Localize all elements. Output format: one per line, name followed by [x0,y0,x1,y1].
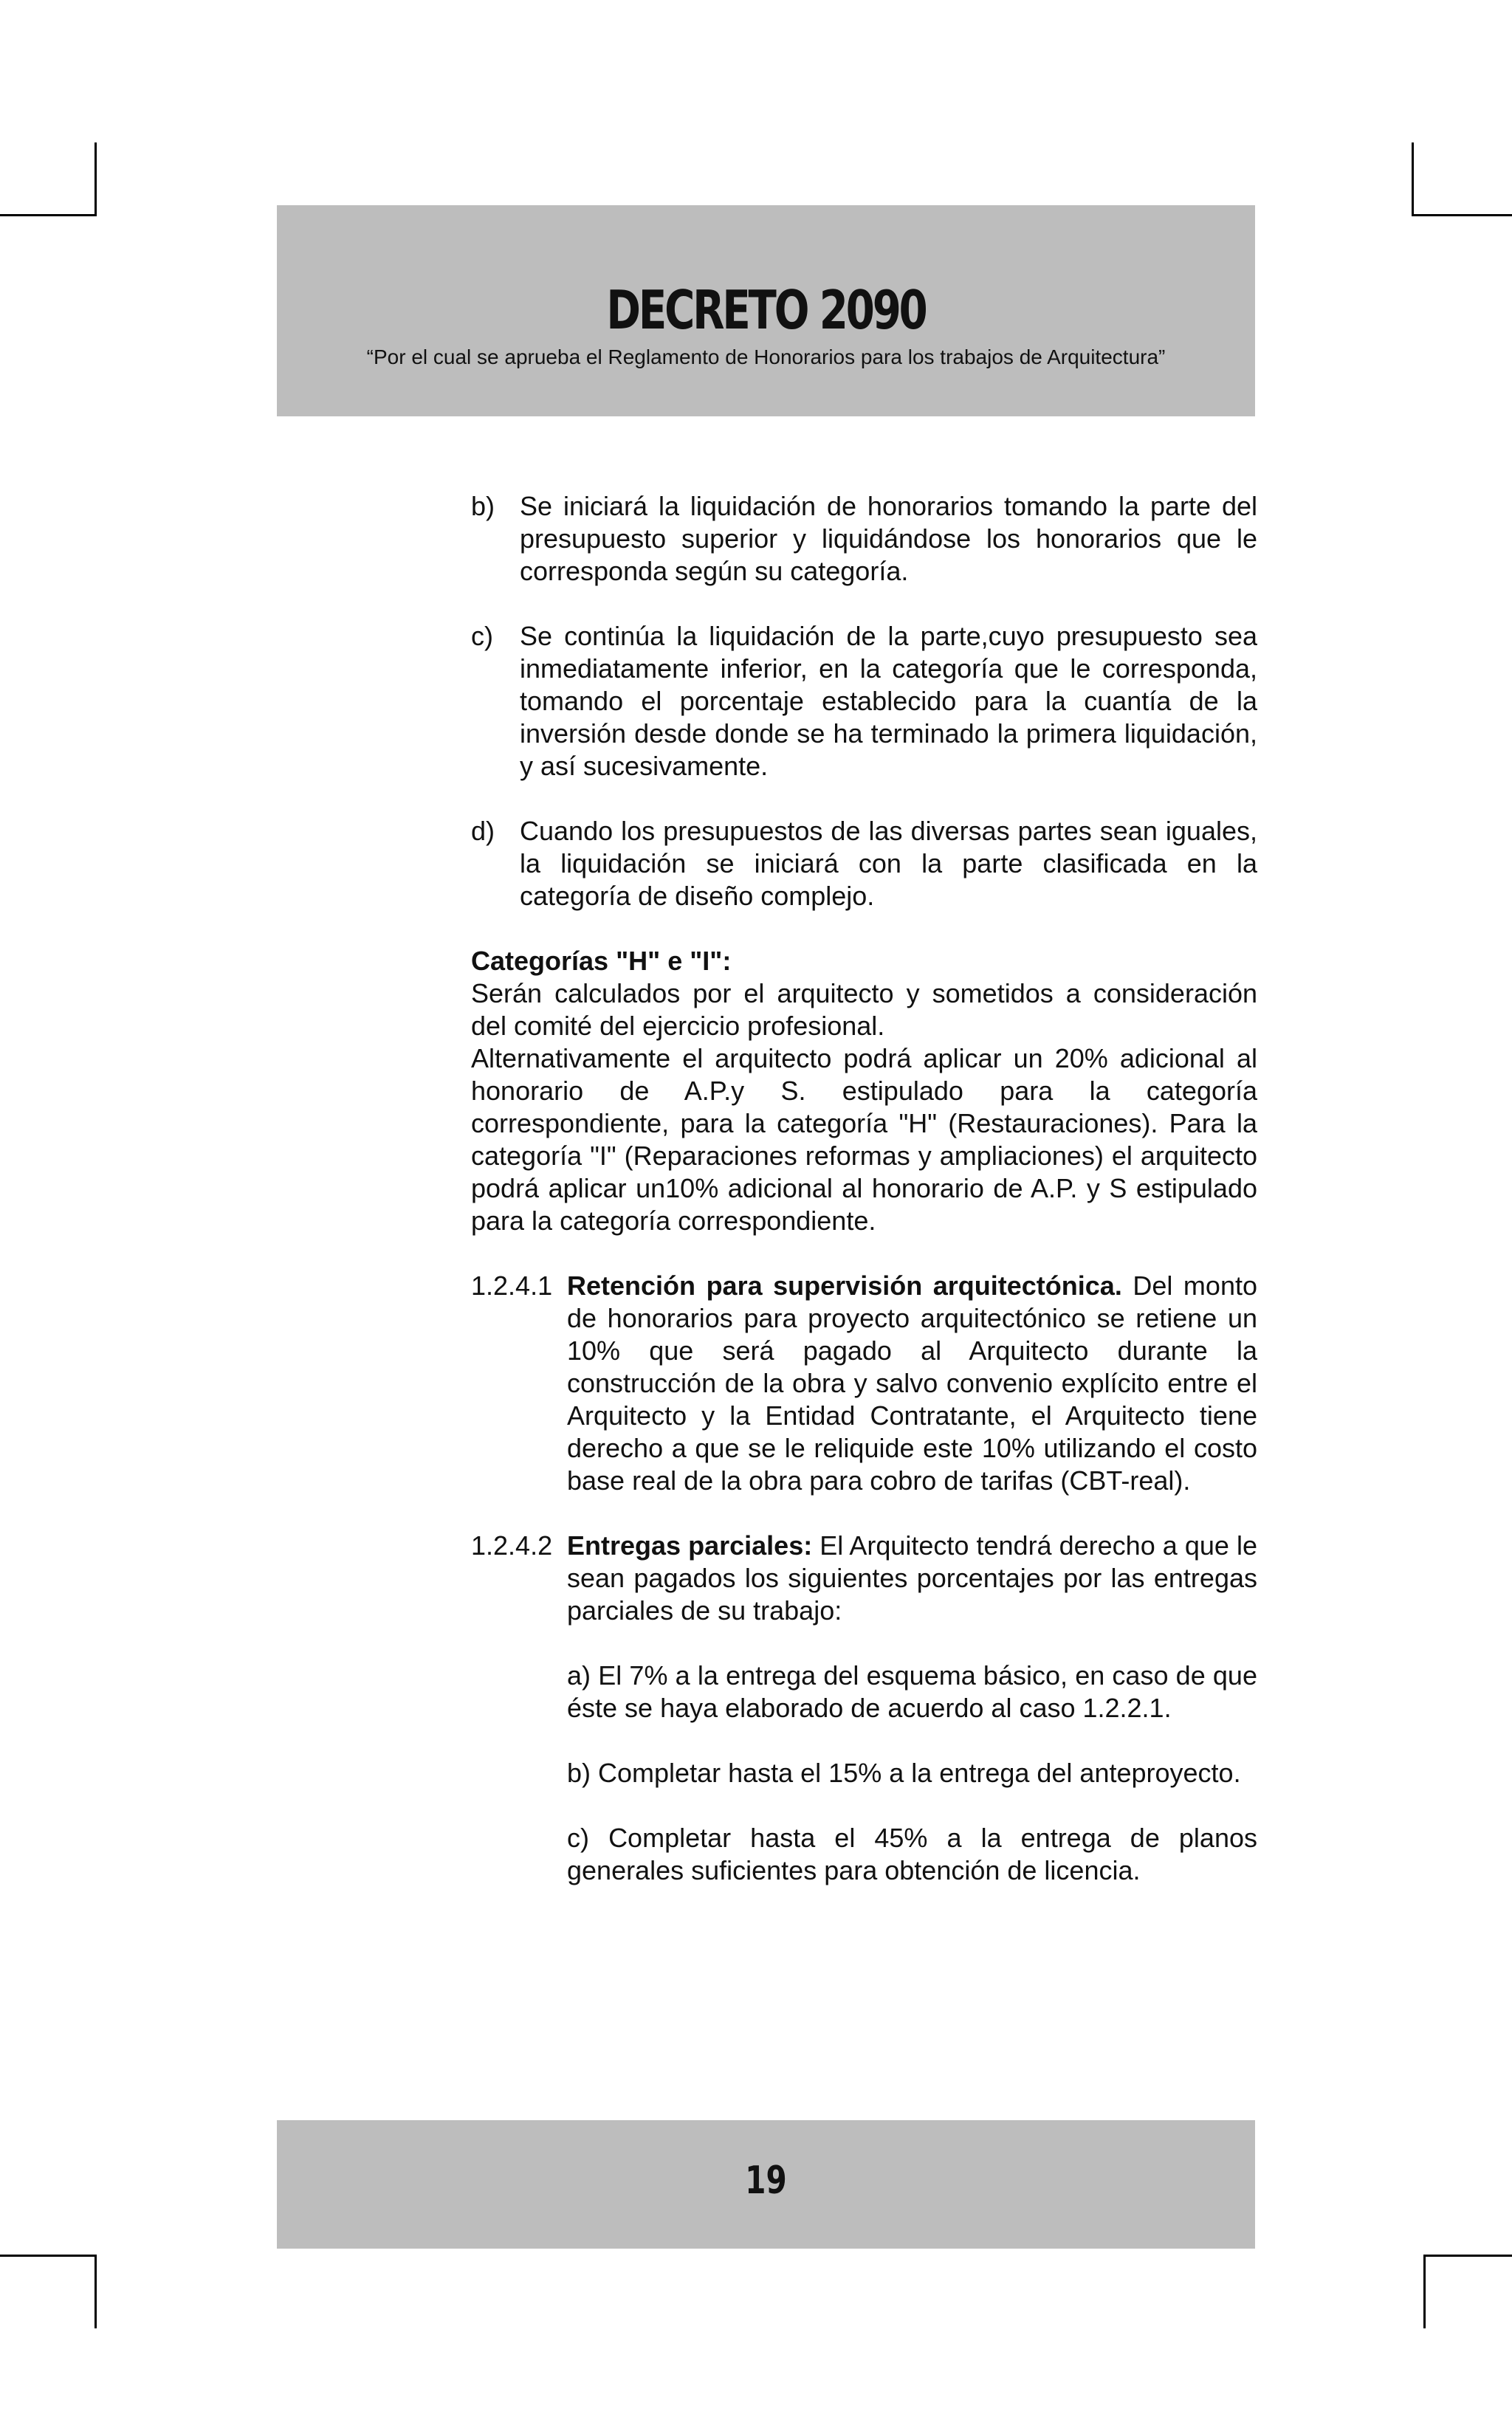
partial-delivery-item [567,1822,1257,1887]
list-marker: a) [567,1660,591,1691]
list-item-text: Se iniciará la liquidación de honorarios tomando la parte del presupuesto superior y liquidándose los honorarios que le corresponda según su categoría. [520,491,1257,586]
list-item [471,815,1257,912]
crop-mark-bottom-left-v [94,2255,97,2328]
categories-hi-paragraph-alt: Alternativamente el arquitecto podrá aplicar un 20% adicional al honorario de A.P.y S. estipulado para la categoría correspondiente, para la categoría "H" (Restauraciones). Para la categoría "I" (Reparaciones reformas y ampliaciones) el arquitecto podrá aplicar un10% adicional al honorario de A.P. y S estipulado para la categoría correspondiente. [471,1043,1257,1236]
document-subtitle: “Por el cual se aprueba el Reglamento de Honorarios para los trabajos de Arquitectura” [366,345,1166,368]
partial-delivery-text: Completar hasta el 15% a la entrega del anteproyecto. [598,1758,1241,1788]
list-marker: c) [567,1823,589,1853]
page-content [471,490,1257,1919]
section-heading: Entregas parciales: [567,1530,813,1561]
partial-delivery-item [567,1757,1257,1789]
list-item [471,620,1257,783]
crop-mark-top-right-h [1412,214,1512,216]
header-band [277,205,1255,416]
document-title: DECRETO 2090 [606,279,926,341]
section-number: 1.2.4.1 [471,1270,553,1301]
categories-hi-block [471,945,1257,1237]
section-1-2-4-1 [471,1270,1257,1497]
section-1-2-4-2 [471,1530,1257,1887]
partial-delivery-text: Completar hasta el 45% a la entrega de planos generales suficientes para obtención de licencia. [567,1823,1257,1885]
crop-mark-bottom-right-h [1423,2255,1512,2257]
footer-band [277,2120,1255,2249]
partial-delivery-text: El 7% a la entrega del esquema básico, en caso de que éste se haya elaborado de acuerdo al caso 1.2.2.1. [567,1660,1257,1723]
crop-mark-bottom-left-h [0,2255,97,2257]
categories-hi-heading: Categorías "H" e "I": [471,946,732,976]
list-marker: c) [471,621,493,651]
list-marker: b) [471,491,495,521]
list-marker: b) [567,1758,591,1788]
section-heading: Retención para supervisión arquitectónica. [567,1270,1122,1301]
list-item-text: Cuando los presupuestos de las diversas partes sean iguales, la liquidación se iniciará con la parte clasificada en la categoría de diseño complejo. [520,816,1257,911]
categories-hi-paragraph: Serán calculados por el arquitecto y sometidos a consideración del comité del ejercicio profesional. [471,978,1257,1041]
list-item-text: Se continúa la liquidación de la parte,cuyo presupuesto sea inmediatamente inferior, en la categoría que le corresponda, tomando el porcentaje establecido para la cuantía de la inversión desde donde se ha terminado la primera liquidación, y así sucesivamente. [520,621,1257,781]
section-number: 1.2.4.2 [471,1530,553,1561]
crop-mark-top-right-v [1412,142,1414,216]
partial-delivery-item [567,1660,1257,1724]
crop-mark-top-left-v [94,142,97,216]
list-marker: d) [471,816,495,846]
list-item [471,490,1257,588]
section-text: Del monto de honorarios para proyecto arquitectónico se retiene un 10% que será pagado al Arquitecto durante la construcción de la obra y salvo convenio explícito entre el Arquitecto y la Entidad Contratante, el Arquitecto tiene derecho a que se le reliquide este 10% utilizando el costo base real de la obra para cobro de tarifas (CBT-real). [567,1270,1257,1496]
crop-mark-top-left-h [0,214,97,216]
section-text: El Arquitecto tendrá derecho a que le sean pagados los siguientes porcentajes por las entregas parciales de su trabajo: [567,1530,1257,1626]
page-number: 19 [745,2159,787,2203]
crop-mark-bottom-right-v [1423,2255,1426,2328]
